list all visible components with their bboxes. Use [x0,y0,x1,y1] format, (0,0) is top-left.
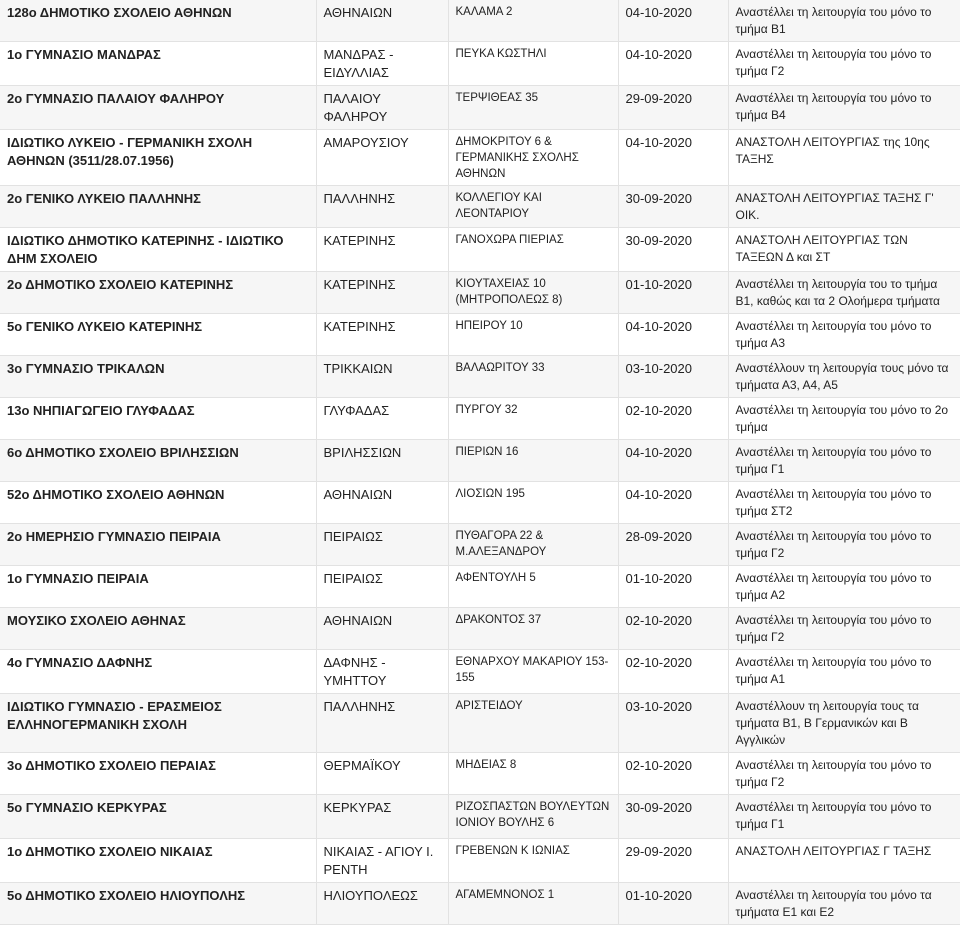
municipality: ΗΛΙΟΥΠΟΛΕΩΣ [316,883,448,925]
school-name: 1ο ΓΥΜΝΑΣΙΟ ΠΕΙΡΑΙΑ [0,566,316,608]
school-name: 2ο ΓΥΜΝΑΣΙΟ ΠΑΛΑΙΟΥ ΦΑΛΗΡΟΥ [0,86,316,130]
municipality: ΠΑΛΛΗΝΗΣ [316,694,448,753]
suspension-status: Αναστέλλει τη λειτουργία του μόνο το τμήμα Γ1 [728,795,960,839]
suspension-date: 01-10-2020 [618,566,728,608]
address: ΒΑΛΑΩΡΙΤΟΥ 33 [448,356,618,398]
table-row [0,440,960,482]
suspension-date: 02-10-2020 [618,753,728,795]
table-row [0,608,960,650]
table-row [0,86,960,130]
suspension-date: 02-10-2020 [618,398,728,440]
table-row [0,883,960,925]
school-name: 6ο ΔΗΜΟΤΙΚΟ ΣΧΟΛΕΙΟ ΒΡΙΛΗΣΣΙΩΝ [0,440,316,482]
suspension-status: ΑΝΑΣΤΟΛΗ ΛΕΙΤΟΥΡΓΙΑΣ ΤΩΝ ΤΑΞΕΩΝ Δ και ΣΤ [728,228,960,272]
school-name: 128ο ΔΗΜΟΤΙΚΟ ΣΧΟΛΕΙΟ ΑΘΗΝΩΝ [0,0,316,42]
suspension-status: Αναστέλλει τη λειτουργία του μόνο το 2ο τμήμα [728,398,960,440]
school-name: 5ο ΔΗΜΟΤΙΚΟ ΣΧΟΛΕΙΟ ΗΛΙΟΥΠΟΛΗΣ [0,883,316,925]
address: ΓΑΝΟΧΩΡΑ ΠΙΕΡΙΑΣ [448,228,618,272]
address: ΔΡΑΚΟΝΤΟΣ 37 [448,608,618,650]
municipality: ΑΘΗΝΑΙΩΝ [316,482,448,524]
table-row [0,272,960,314]
school-name: 4ο ΓΥΜΝΑΣΙΟ ΔΑΦΝΗΣ [0,650,316,694]
suspension-status: Αναστέλλει τη λειτουργία του μόνο τα τμήματα Ε1 και Ε2 [728,883,960,925]
suspension-status: Αναστέλλει τη λειτουργία του μόνο το τμήμα Α1 [728,650,960,694]
municipality: ΠΑΛΛΗΝΗΣ [316,186,448,228]
school-name: ΙΔΙΩΤΙΚΟ ΓΥΜΝΑΣΙΟ - ΕΡΑΣΜΕΙΟΣ ΕΛΛΗΝΟΓΕΡΜΑΝΙΚΗ ΣΧΟΛΗ [0,694,316,753]
municipality: ΘΕΡΜΑΪΚΟΥ [316,753,448,795]
address: ΚΑΛΑΜΑ 2 [448,0,618,42]
table-row [0,356,960,398]
suspension-status: Αναστέλλει τη λειτουργία του μόνο το τμήμα Α3 [728,314,960,356]
municipality: ΚΑΤΕΡΙΝΗΣ [316,228,448,272]
table-row [0,0,960,42]
school-name: ΙΔΙΩΤΙΚΟ ΔΗΜΟΤΙΚΟ ΚΑΤΕΡΙΝΗΣ - ΙΔΙΩΤΙΚΟ ΔΗΜ ΣΧΟΛΕΙΟ [0,228,316,272]
address: ΑΡΙΣΤΕΙΔΟΥ [448,694,618,753]
suspension-date: 29-09-2020 [618,86,728,130]
address: ΠΥΘΑΓΟΡΑ 22 & Μ.ΑΛΕΞΑΝΔΡΟΥ [448,524,618,566]
address: ΤΕΡΨΙΘΕΑΣ 35 [448,86,618,130]
address: ΓΡΕΒΕΝΩΝ Κ ΙΩΝΙΑΣ [448,839,618,883]
table-row [0,753,960,795]
suspension-status: Αναστέλλουν τη λειτουργία τους μόνο τα τμήματα Α3, Α4, Α5 [728,356,960,398]
address: ΚΙΟΥΤΑΧΕΙΑΣ 10 (ΜΗΤΡΟΠΟΛΕΩΣ 8) [448,272,618,314]
school-name: 2ο ΔΗΜΟΤΙΚΟ ΣΧΟΛΕΙΟ ΚΑΤΕΡΙΝΗΣ [0,272,316,314]
municipality: ΜΑΝΔΡΑΣ - ΕΙΔΥΛΛΙΑΣ [316,42,448,86]
suspension-status: Αναστέλλει τη λειτουργία του μόνο το τμήμα Γ2 [728,524,960,566]
suspension-date: 01-10-2020 [618,883,728,925]
school-name: 5ο ΓΕΝΙΚΟ ΛΥΚΕΙΟ ΚΑΤΕΡΙΝΗΣ [0,314,316,356]
municipality: ΝΙΚΑΙΑΣ - ΑΓΙΟΥ Ι. ΡΕΝΤΗ [316,839,448,883]
suspension-date: 30-09-2020 [618,795,728,839]
suspension-status: ΑΝΑΣΤΟΛΗ ΛΕΙΤΟΥΡΓΙΑΣ της 10ης ΤΑΞΗΣ [728,130,960,186]
table-row [0,130,960,186]
suspension-status: Αναστέλλει τη λειτουργία του μόνο το τμήμα Γ1 [728,440,960,482]
suspension-status: Αναστέλλει τη λειτουργία του μόνο το τμήμα Α2 [728,566,960,608]
table-row [0,398,960,440]
suspension-status: Αναστέλλουν τη λειτουργία τους τα τμήματα Β1, Β Γερμανικών και Β Αγγλικών [728,694,960,753]
suspension-date: 01-10-2020 [618,272,728,314]
school-name: ΜΟΥΣΙΚΟ ΣΧΟΛΕΙΟ ΑΘΗΝΑΣ [0,608,316,650]
suspension-date: 03-10-2020 [618,356,728,398]
municipality: ΚΑΤΕΡΙΝΗΣ [316,314,448,356]
municipality: ΠΕΙΡΑΙΩΣ [316,566,448,608]
school-name: 1ο ΔΗΜΟΤΙΚΟ ΣΧΟΛΕΙΟ ΝΙΚΑΙΑΣ [0,839,316,883]
suspension-status: Αναστέλλει τη λειτουργία του μόνο το τμήμα Β4 [728,86,960,130]
suspension-status: Αναστέλλει τη λειτουργία του μόνο το τμήμα Γ2 [728,42,960,86]
address: ΔΗΜΟΚΡΙΤΟΥ 6 & ΓΕΡΜΑΝΙΚΗΣ ΣΧΟΛΗΣ ΑΘΗΝΩΝ [448,130,618,186]
address: ΠΙΕΡΙΩΝ 16 [448,440,618,482]
school-name: 1ο ΓΥΜΝΑΣΙΟ ΜΑΝΔΡΑΣ [0,42,316,86]
address: ΠΕΥΚΑ ΚΩΣΤΗΛΙ [448,42,618,86]
suspension-status: Αναστέλλει τη λειτουργία του μόνο το τμήμα Γ2 [728,608,960,650]
school-name: 2ο ΗΜΕΡΗΣΙΟ ΓΥΜΝΑΣΙΟ ΠΕΙΡΑΙΑ [0,524,316,566]
suspension-status: Αναστέλλει τη λειτουργία του μόνο το τμήμα Β1 [728,0,960,42]
table-row [0,186,960,228]
table-row [0,228,960,272]
address: ΕΘΝΑΡΧΟΥ ΜΑΚΑΡΙΟΥ 153-155 [448,650,618,694]
table-row [0,795,960,839]
municipality: ΠΑΛΑΙΟΥ ΦΑΛΗΡΟΥ [316,86,448,130]
municipality: ΔΑΦΝΗΣ - ΥΜΗΤΤΟΥ [316,650,448,694]
table-row [0,694,960,753]
table-row [0,482,960,524]
suspension-status: ΑΝΑΣΤΟΛΗ ΛΕΙΤΟΥΡΓΙΑΣ Γ ΤΑΞΗΣ [728,839,960,883]
suspension-date: 04-10-2020 [618,440,728,482]
suspension-date: 30-09-2020 [618,186,728,228]
suspension-date: 04-10-2020 [618,482,728,524]
suspension-date: 30-09-2020 [618,228,728,272]
municipality: ΚΕΡΚΥΡΑΣ [316,795,448,839]
school-name: 5ο ΓΥΜΝΑΣΙΟ ΚΕΡΚΥΡΑΣ [0,795,316,839]
municipality: ΑΘΗΝΑΙΩΝ [316,608,448,650]
suspension-date: 02-10-2020 [618,650,728,694]
address: ΚΟΛΛΕΓΙΟΥ ΚΑΙ ΛΕΟΝΤΑΡΙΟΥ [448,186,618,228]
municipality: ΚΑΤΕΡΙΝΗΣ [316,272,448,314]
suspension-status: Αναστέλλει τη λειτουργία του μόνο το τμήμα ΣΤ2 [728,482,960,524]
table-row [0,650,960,694]
municipality: ΑΘΗΝΑΙΩΝ [316,0,448,42]
school-name: ΙΔΙΩΤΙΚΟ ΛΥΚΕΙΟ - ΓΕΡΜΑΝΙΚΗ ΣΧΟΛΗ ΑΘΗΝΩΝ (3511/28.07.1956) [0,130,316,186]
municipality: ΑΜΑΡΟΥΣΙΟΥ [316,130,448,186]
municipality: ΠΕΙΡΑΙΩΣ [316,524,448,566]
suspension-date: 04-10-2020 [618,314,728,356]
school-name: 2ο ΓΕΝΙΚΟ ΛΥΚΕΙΟ ΠΑΛΛΗΝΗΣ [0,186,316,228]
table-row [0,566,960,608]
suspension-date: 02-10-2020 [618,608,728,650]
suspension-date: 29-09-2020 [618,839,728,883]
municipality: ΒΡΙΛΗΣΣΙΩΝ [316,440,448,482]
address: ΡΙΖΟΣΠΑΣΤΩΝ ΒΟΥΛΕΥΤΩΝ ΙΟΝΙΟΥ ΒΟΥΛΗΣ 6 [448,795,618,839]
suspension-date: 04-10-2020 [618,130,728,186]
school-name: 3ο ΓΥΜΝΑΣΙΟ ΤΡΙΚΑΛΩΝ [0,356,316,398]
suspension-status: ΑΝΑΣΤΟΛΗ ΛΕΙΤΟΥΡΓΙΑΣ ΤΑΞΗΣ Γ' ΟΙΚ. [728,186,960,228]
suspension-date: 04-10-2020 [618,42,728,86]
table-row [0,314,960,356]
suspension-date: 04-10-2020 [618,0,728,42]
table-row [0,839,960,883]
school-name: 3ο ΔΗΜΟΤΙΚΟ ΣΧΟΛΕΙΟ ΠΕΡΑΙΑΣ [0,753,316,795]
suspension-date: 03-10-2020 [618,694,728,753]
table-row [0,524,960,566]
table-row [0,42,960,86]
address: ΑΦΕΝΤΟΥΛΗ 5 [448,566,618,608]
address: ΑΓΑΜΕΜΝΟΝΟΣ 1 [448,883,618,925]
address: ΛΙΟΣΙΩΝ 195 [448,482,618,524]
municipality: ΤΡΙΚΚΑΙΩΝ [316,356,448,398]
school-name: 52ο ΔΗΜΟΤΙΚΟ ΣΧΟΛΕΙΟ ΑΘΗΝΩΝ [0,482,316,524]
address: ΗΠΕΙΡΟΥ 10 [448,314,618,356]
suspension-date: 28-09-2020 [618,524,728,566]
municipality: ΓΛΥΦΑΔΑΣ [316,398,448,440]
school-name: 13ο ΝΗΠΙΑΓΩΓΕΙΟ ΓΛΥΦΑΔΑΣ [0,398,316,440]
suspension-status: Αναστέλλει τη λειτουργία του το τμήμα Β1, καθώς και τα 2 Ολοήμερα τμήματα [728,272,960,314]
suspension-status: Αναστέλλει τη λειτουργία του μόνο το τμήμα Γ2 [728,753,960,795]
address: ΠΥΡΓΟΥ 32 [448,398,618,440]
address: ΜΗΔΕΙΑΣ 8 [448,753,618,795]
